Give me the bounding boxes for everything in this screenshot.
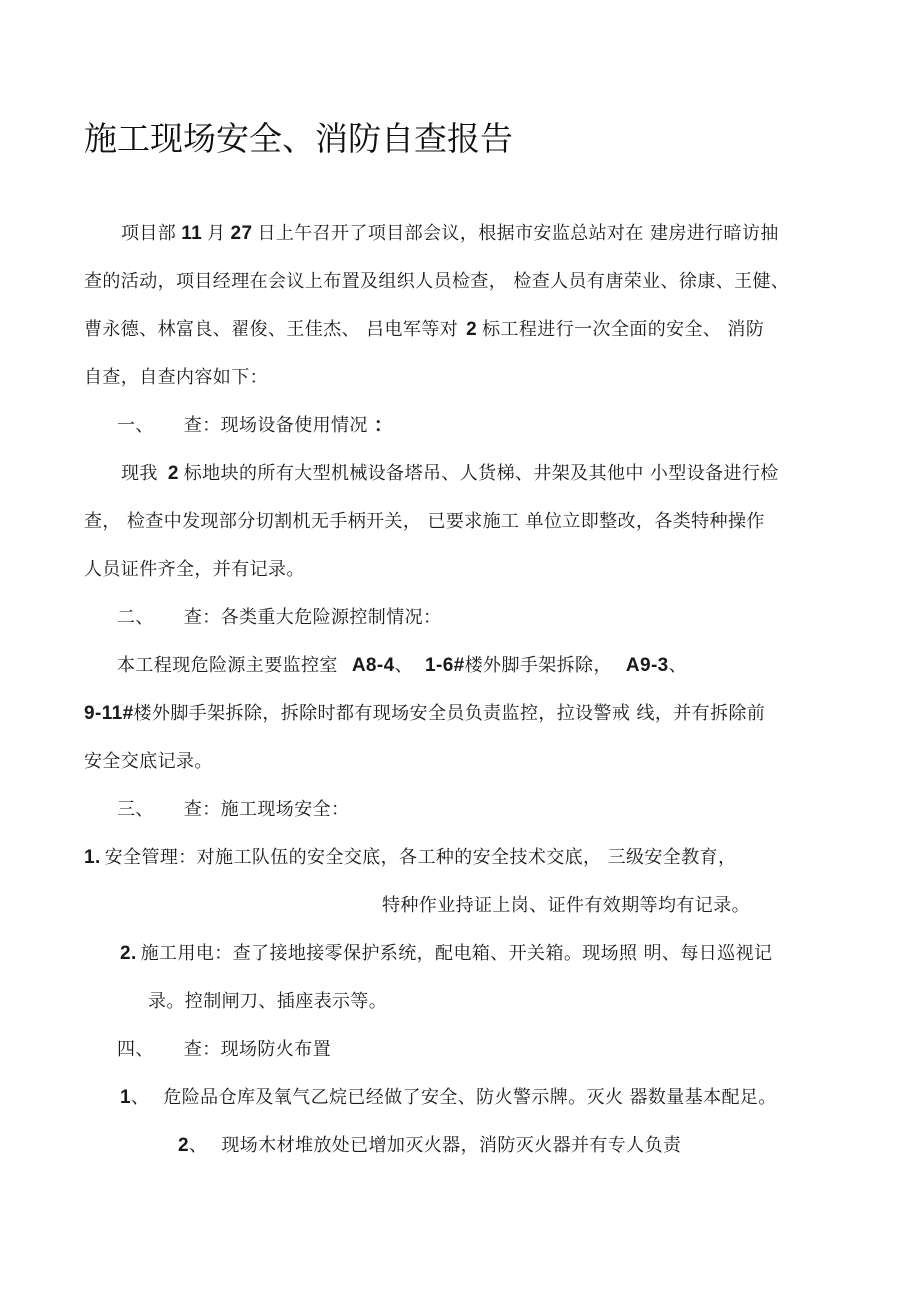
heading-text: 查：各类重大危险源控制情况：	[183, 607, 442, 628]
text: 项目部	[121, 223, 177, 244]
text: 标工程进行一次全面的安全、 消防	[482, 319, 765, 340]
text: 曹永德、林富良、翟俊、王佳杰、 吕电军等对	[84, 319, 459, 340]
code: A8-4	[351, 655, 395, 676]
text: 施工用电：查了接地接零保护系统，配电箱、开关箱。现场照 明、每日巡视记	[140, 943, 773, 964]
section-4-item-2	[178, 1134, 681, 1158]
heading-text: 查：施工现场安全：	[183, 799, 350, 820]
text: 楼外脚手架拆除，	[464, 655, 612, 676]
text: 本工程现危险源主要监控室	[117, 655, 338, 676]
text: 月	[207, 223, 226, 244]
section-1-line-2: 查， 检查中发现部分切割机无手柄开关， 已要求施工 单位立即整改，各类特种操作	[84, 511, 765, 532]
heading-number: 二、	[117, 607, 154, 628]
text: 日上午召开了项目部会议，根据市安监总站对在 建房进行暗访抽	[257, 223, 779, 244]
section-3-heading	[117, 798, 349, 822]
heading-text: 查：现场防火布置	[183, 1039, 332, 1060]
heading-number: 三、	[117, 799, 154, 820]
intro-line-3	[84, 318, 764, 342]
text: 楼外脚手架拆除，拆除时都有现场安全员负责监控，拉设警戒 线，并有拆除前	[133, 703, 766, 724]
heading-text: 查：现场设备使用情况	[183, 415, 368, 436]
section-3-item-2-line-1	[120, 942, 772, 966]
heading-number: 一、	[117, 415, 154, 436]
item-number: 1	[120, 1087, 131, 1108]
item-number: 2	[178, 1135, 189, 1156]
section-2-line-2	[84, 702, 765, 726]
month-number: 11	[181, 223, 203, 244]
item-separator: 、	[130, 1087, 150, 1108]
section-4-heading	[117, 1038, 331, 1062]
code: 1-6#	[425, 655, 465, 676]
intro-line-1	[121, 222, 779, 246]
section-2-line-3: 安全交底记录。	[84, 751, 213, 772]
text: 危险品仓库及氧气乙烷已经做了安全、防火警示牌。灭火 器数量基本配足。	[163, 1087, 777, 1108]
section-2-line-1	[117, 654, 687, 678]
section-1-line-3: 人员证件齐全，并有记录。	[84, 559, 305, 580]
section-3-item-2-line-2: 录。控制闸刀、插座表示等。	[148, 991, 388, 1012]
section-number: 2	[466, 319, 478, 340]
section-number: 2	[167, 463, 179, 484]
item-number: 1.	[84, 847, 101, 868]
day-number: 27	[230, 223, 253, 244]
section-4-item-1	[120, 1086, 777, 1110]
section-2-heading	[117, 606, 441, 630]
text: 、	[668, 655, 688, 676]
text: 安全管理：对施工队伍的安全交底，各工种的安全技术交底， 三级安全教育，	[104, 847, 737, 868]
section-3-item-1-line-1	[84, 846, 736, 870]
page-title: 施工现场安全、消防自查报告	[84, 119, 513, 158]
text: 现场木材堆放处已增加灭火器，消防灭火器并有专人负责	[221, 1135, 682, 1156]
heading-colon: ：	[373, 415, 394, 436]
intro-line-4: 自查，自查内容如下：	[84, 367, 268, 388]
text: 标地块的所有大型机械设备塔吊、人货梯、井架及其他中 小型设备进行检	[183, 463, 779, 484]
section-3-item-1-line-2: 特种作业持证上岗、证件有效期等均有记录。	[382, 895, 750, 916]
code: A9-3	[625, 655, 669, 676]
code: 9-11#	[84, 703, 134, 724]
section-1-line-1	[121, 462, 779, 486]
text: 、	[394, 655, 414, 676]
text: 现我	[121, 463, 158, 484]
item-separator: 、	[188, 1135, 208, 1156]
section-1-heading	[117, 414, 393, 438]
item-number: 2.	[120, 943, 137, 964]
heading-number: 四、	[117, 1039, 154, 1060]
intro-line-2: 查的活动，项目经理在会议上布置及组织人员检查， 检查人员有唐荣业、徐康、王健、	[84, 271, 790, 292]
